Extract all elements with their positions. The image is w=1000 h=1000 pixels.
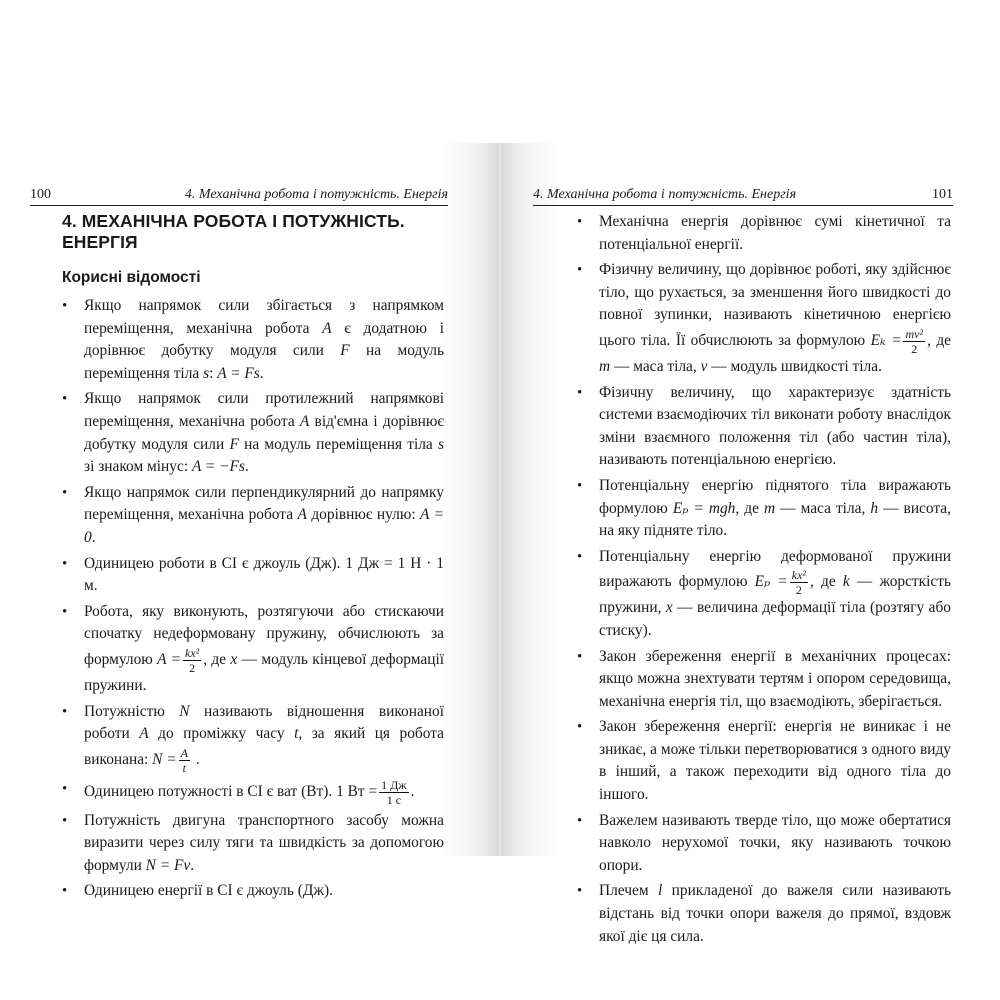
bullet-icon: •: [62, 298, 68, 314]
bullet-icon: •: [577, 719, 583, 736]
right-page-content: [577, 211, 951, 951]
bullet-icon: •: [577, 262, 583, 279]
chapter-title: 4. МЕХАНІЧНА РОБОТА І ПОТУЖНІСТЬ. ЕНЕРГІЯ: [62, 211, 405, 252]
section-title: Корисні відомості: [62, 269, 201, 286]
list-item: • Закон збереження енергії: енергія не виникає і не зникає, а може тільки перетворюватися з одного виду в інший, а також переходити від одного тіла до іншого.: [577, 718, 951, 804]
bullet-icon: •: [62, 484, 68, 501]
list-item: • Важелем називають тверде тіло, що може обертатися навколо нерухомої точки, яку називають точкою опори.: [577, 811, 951, 874]
list-item: • Потужністю N називають відношення виконаної роботи A до проміжку часу t, за який ця робота виконана: N = $\frac{A}{t}$ .: [62, 702, 444, 775]
left-page-header: [30, 183, 448, 206]
list-item: • Якщо напрямок сили протилежний напрямкові переміщення, механічна робота A від'ємна і дорівнює добутку модуля сили F на модуль переміщення тіла s зі знаком мінус: A = −Fs.: [62, 390, 445, 476]
bullet-icon: •: [62, 391, 68, 408]
book-spread: [0, 143, 1000, 945]
list-item: • Потенціальну енергію піднятого тіла виражають формулою Eₚ = mgh, де m — маса тіла, h — висота, на яку підняте тіло.: [577, 476, 951, 540]
bullet-icon: •: [62, 703, 68, 720]
list-item: • Потенціальну енергію деформованої пружини виражають формулою Eₚ = $\frac{\text{kx²}}{2}$ , де k — жорсткість пружини, x — величина деформації тіла (розтягу або стиску).: [577, 547, 951, 639]
bullet-icon: •: [577, 812, 583, 829]
formula: A = 0: [84, 506, 444, 546]
bullet-icon: •: [62, 603, 68, 620]
formula: Eₚ = mgh: [672, 499, 736, 517]
fact-list: [577, 211, 951, 948]
fraction: $\frac{A}{t}$: [180, 745, 188, 775]
list-item: • Якщо напрямок сили збігається з напрямком переміщення, механічна робота A є додатною і дорівнює добутку модуля сили F на модуль переміщення тіла s: A = Fs.: [62, 297, 444, 382]
formula: N = Fv: [145, 856, 191, 874]
list-item: • Одиницею роботи в СІ є джоуль (Дж). 1 Дж = 1 Н · 1 м.: [62, 554, 444, 595]
bullet-icon: •: [577, 548, 583, 565]
list-item: • Потужність двигуна транспортного засобу можна виразити через силу тяги та швидкість за допомогою формули N = Fv.: [62, 811, 444, 874]
left-page: [0, 143, 497, 900]
bullet-icon: •: [577, 384, 583, 401]
bullet-icon: •: [577, 477, 583, 494]
running-head: 4. Механічна робота і потужність. Енергія: [533, 187, 797, 202]
list-item: • Робота, яку виконують, розтягуючи або стискаючи спочатку недеформовану пружину, обчислюють за формулою A = $\frac{\text{kx²}}{2}$ , де x — модуль кінцевої деформації пружини.: [62, 602, 444, 694]
bullet-icon: •: [62, 883, 68, 900]
list-item: • Одиницею потужності в СІ є ват (Вт). 1 Вт = $\frac{1 Дж}{1 с}$ .: [62, 777, 415, 807]
fraction: $\frac{\text{mv²}}{2}$: [905, 326, 924, 356]
bullet-icon: •: [577, 648, 583, 665]
left-page-content: [62, 211, 444, 906]
bullet-icon: •: [577, 214, 583, 230]
fact-list: [62, 295, 444, 903]
list-item: • Одиницею енергії в СІ є джоуль (Дж).: [62, 880, 444, 903]
list-item: • Якщо напрямок сили перпендикулярний до напрямку переміщення, механічна робота A дорівнює нулю: A = 0.: [62, 483, 444, 546]
bullet-icon: •: [62, 555, 68, 572]
fraction: $\frac{\text{kx²}}{2}$: [791, 568, 807, 598]
fraction: $\frac{1 Дж}{1 с}$: [381, 777, 407, 807]
fraction: $\frac{\text{kx²}}{2}$: [184, 645, 200, 675]
right-page-header: [533, 183, 953, 206]
list-item: • Фізичну величину, що дорівнює роботі, яку здійснює тіло, що рухається, за зменшення його швидкості до повної зупинки, називають кінетичною енергією цього тіла. Її обчислюють за формулою Eₖ = $\frac{\text{mv²}}{2}$ , де m — маса тіла, v — модуль швидкості тіла.: [577, 261, 952, 375]
page-number: 100: [30, 187, 51, 202]
formula: A = −Fs: [191, 458, 245, 476]
bullet-icon: •: [62, 812, 68, 829]
running-head: 4. Механічна робота і потужність. Енергія: [184, 187, 448, 202]
right-page: [503, 143, 1000, 945]
bullet-icon: •: [577, 883, 583, 900]
list-item: • Фізичну величину, що характеризує здатність системи взаємодіючих тіл виконати роботу внаслідок зміни взаємного положення тіл (або частин тіла), називають потенціальною енергією.: [577, 383, 951, 469]
list-item: • Механічна енергія дорівнює сумі кінетичної та потенціальної енергії.: [577, 213, 951, 253]
bullet-icon: •: [62, 780, 68, 797]
page-number: 101: [932, 187, 953, 202]
list-item: • Закон збереження енергії в механічних процесах: якщо можна знехтувати тертям і опором середовища, механічна енергія тіл, що взаємодіють, зберігається.: [577, 647, 951, 710]
formula: A = Fs: [217, 364, 260, 382]
list-item: • Плечем l прикладеної до важеля сили називають відстань від точки опори важеля до прямої, вздовж якої діє ця сила.: [577, 882, 951, 945]
